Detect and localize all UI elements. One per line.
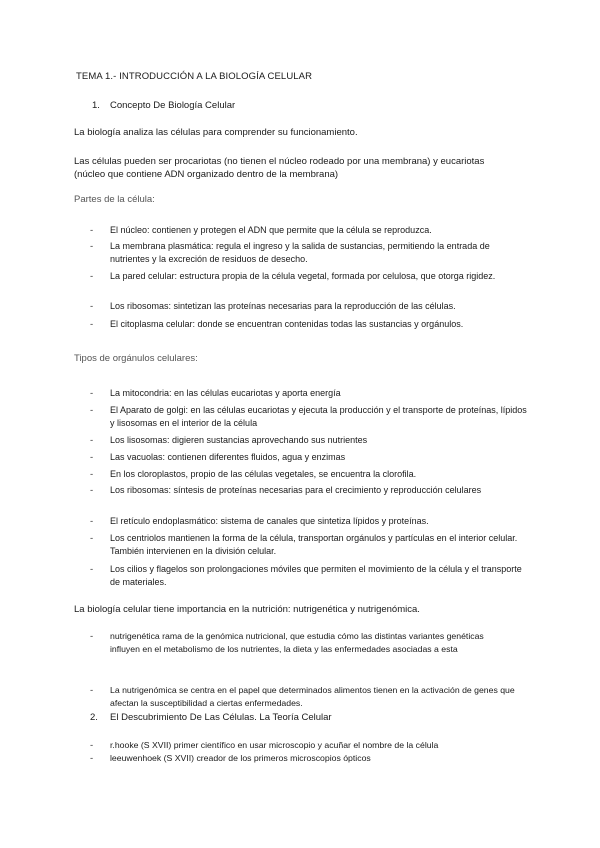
list-item: Los ribosomas: sintetizan las proteínas necesarias para la reproducción de las células. <box>110 301 456 311</box>
bullet-dash: - <box>90 301 94 312</box>
bullet-dash: - <box>90 740 94 751</box>
partes-heading: Partes de la célula: <box>74 194 155 205</box>
bullet-dash: - <box>90 388 94 399</box>
organulos-heading: Tipos de orgánulos celulares: <box>74 353 198 364</box>
list-item: r.hooke (S XVII) primer científico en usar microscopio y acuñar el nombre de la célula <box>110 740 439 750</box>
section-1-number: 1. <box>92 100 100 111</box>
bullet-dash: - <box>90 241 94 252</box>
bullet-dash: - <box>90 405 94 416</box>
page-title: TEMA 1.- INTRODUCCIÓN A LA BIOLOGÍA CELULAR <box>76 71 313 82</box>
list-item: nutrigenética rama de la genómica nutricional, que estudia cómo las distintas variantes genéticas influyen en el metabolismo de los nutrientes, la dieta y las enfermedades asociadas a esta <box>110 631 484 654</box>
list-item: La membrana plasmática: regula el ingreso y la salida de sustancias, permitiendo la entrada de nutrientes y la excreción de residuos de desecho. <box>110 241 490 264</box>
list-item: Los centriolos mantienen la forma de la célula, transportan orgánulos y partículas en el interior celular. También intervienen en la división celular. <box>110 533 518 556</box>
bullet-dash: - <box>90 753 94 764</box>
bullet-dash: - <box>90 319 94 330</box>
bullet-dash: - <box>90 516 94 527</box>
bullet-dash: - <box>90 485 94 496</box>
list-item: La pared celular: estructura propia de la célula vegetal, formada por celulosa, que otorga rigidez. <box>110 271 496 281</box>
list-item: El citoplasma celular: donde se encuentran contenidas todas las sustancias y orgánulos. <box>110 319 464 329</box>
list-item: Los lisosomas: digieren sustancias aprovechando sus nutrientes <box>110 435 368 445</box>
list-item: La mitocondria: en las células eucariotas y aporta energía <box>110 388 341 398</box>
bullet-dash: - <box>90 271 94 282</box>
section-1-heading: Concepto De Biología Celular <box>110 100 236 111</box>
bullet-dash: - <box>90 225 94 236</box>
list-item: El núcleo: contienen y protegen el ADN que permite que la célula se reproduzca. <box>110 225 432 235</box>
list-item: leeuwenhoek (S XVII) creador de los primeros microscopios ópticos <box>110 753 371 763</box>
bullet-dash: - <box>90 469 94 480</box>
bullet-dash: - <box>90 685 94 696</box>
bullet-dash: - <box>90 452 94 463</box>
list-item: La nutrigenómica se centra en el papel que determinados alimentos tienen en la activación de genes que afectan la susceptibilidad a ciertas enfermedades. <box>110 685 515 708</box>
list-item: Las vacuolas: contienen diferentes fluidos, agua y enzimas <box>110 452 346 462</box>
intro-paragraph-1: La biología analiza las células para comprender su funcionamiento. <box>74 127 358 138</box>
list-item: El retículo endoplasmático: sistema de canales que sintetiza lípidos y proteínas. <box>110 516 429 526</box>
bullet-dash: - <box>90 435 94 446</box>
section-2-number: 2. <box>90 712 98 723</box>
bullet-dash: - <box>90 533 94 544</box>
list-item: Los cilios y flagelos son prolongaciones móviles que permiten el movimiento de la célula y el transporte de materiales. <box>110 564 522 587</box>
intro-paragraph-2-line-1: Las células pueden ser procariotas (no tienen el núcleo rodeado por una membrana) y eucariotas <box>74 156 485 167</box>
list-item: Los ribosomas: síntesis de proteínas necesarias para el crecimiento y reproducción celulares <box>110 485 482 495</box>
bullet-dash: - <box>90 631 94 642</box>
list-item: El Aparato de golgi: en las células eucariotas y ejecuta la producción y el transporte de proteínas, lípidos y lisosomas en el interior de la célula <box>110 405 527 428</box>
bullet-dash: - <box>90 564 94 575</box>
section-2-heading: El Descubrimiento De Las Células. La Teoría Celular <box>110 712 332 723</box>
intro-paragraph-2-line-2: (núcleo que contiene ADN organizado dentro de la membrana) <box>74 169 339 180</box>
nutricion-paragraph: La biología celular tiene importancia en la nutrición: nutrigenética y nutrigenómica. <box>74 604 420 615</box>
list-item: En los cloroplastos, propio de las células vegetales, se encuentra la clorofila. <box>110 469 417 479</box>
